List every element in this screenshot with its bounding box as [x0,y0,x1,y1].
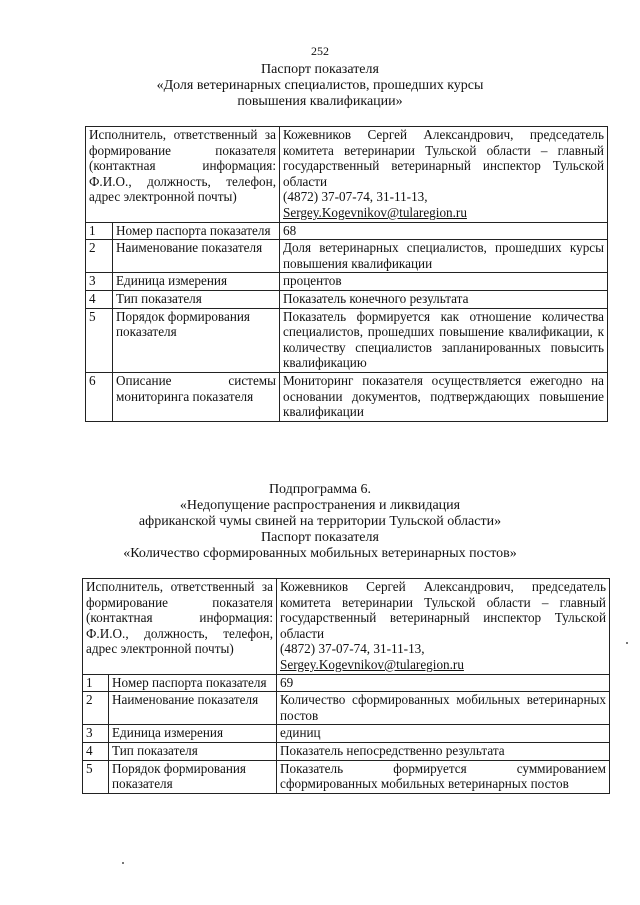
row-value: Показатель непосредственно результата [277,742,610,760]
row-number: 1 [83,674,109,692]
subprogram-line: «Количество сформированных мобильных ветеринарных постов» [123,546,517,561]
subprogram-line: Паспорт показателя [261,530,379,545]
row-number: 5 [83,760,109,793]
subprogram-line: Подпрограмма 6. [268,482,372,497]
executor-label: Исполнитель, ответственный за формирование показателя (контактная информация: Ф.И.О., должность, телефон, адрес электронной почты) [86,127,280,223]
row-value: Показатель формируется суммированием сформированных мобильных ветеринарных постов [277,760,610,793]
table-row [86,273,608,291]
row-label: Наименование показателя [109,692,277,725]
table-row [86,290,608,308]
row-value: 68 [280,222,608,240]
page-number: 252 [311,44,329,58]
row-number: 4 [83,742,109,760]
row-value: Доля ветеринарных специалистов, прошедших курсы повышения квалификации [280,240,608,273]
subprogram-line: «Недопущение распространения и ликвидация [179,498,461,513]
executor-email-link[interactable]: Sergey.Kogevnikov@tularegion.ru [280,656,464,672]
row-label: Единица измерения [109,725,277,743]
passport2-table [82,578,610,794]
row-number: 6 [86,372,113,421]
table-row [83,725,610,743]
row-value: 69 [277,674,610,692]
row-label: Тип показателя [113,290,280,308]
row-label: Номер паспорта показателя [109,674,277,692]
row-number: 1 [86,222,113,240]
row-value: Мониторинг показателя осуществляется ежегодно на основании документов, подтверждающих повышение квалификации [280,372,608,421]
subprogram-heading [0,482,640,562]
executor-label: Исполнитель, ответственный за формирование показателя (контактная информация: Ф.И.О., должность, телефон, адрес электронной почты) [83,579,277,675]
table-row [86,240,608,273]
row-value: Количество сформированных мобильных ветеринарных постов [277,692,610,725]
executor-value [277,579,610,675]
table-row [86,222,608,240]
row-number: 4 [86,290,113,308]
executor-value [280,127,608,223]
passport1-title-line: повышения квалификации» [237,94,403,109]
row-label: Номер паспорта показателя [113,222,280,240]
row-number: 2 [86,240,113,273]
row-number: 2 [83,692,109,725]
row-label: Тип показателя [109,742,277,760]
executor-name: Кожевников Сергей Александрович, председатель комитета ветеринарии Тульской области – главный государственный ветеринарный инспектор Тульской области [280,579,606,641]
subprogram-line: африканской чумы свиней на территории Тульской области» [138,514,502,529]
row-label: Порядок формирования показателя [109,760,277,793]
row-value: единиц [277,725,610,743]
row-value: Показатель формируется как отношение количества специалистов, прошедших повышение квалификации, к количеству специалистов запланированных повысить квалификацию [280,308,608,372]
row-number: 3 [86,273,113,291]
table-row [86,372,608,421]
passport1-table [85,126,608,422]
table-row [86,308,608,372]
row-value: процентов [280,273,608,291]
scan-speck [626,642,628,644]
table-row [86,127,608,223]
passport1-heading [0,62,640,110]
row-number: 5 [86,308,113,372]
passport1-title-line: Паспорт показателя [261,62,379,77]
scan-speck [122,862,124,864]
passport1-title-line: «Доля ветеринарных специалистов, прошедших курсы [156,78,484,93]
row-number: 3 [83,725,109,743]
row-label: Наименование показателя [113,240,280,273]
row-label: Единица измерения [113,273,280,291]
executor-phone: (4872) 37-07-74, 31-11-13, [280,641,425,657]
executor-name: Кожевников Сергей Александрович, председатель комитета ветеринарии Тульской области – главный государственный ветеринарный инспектор Тульской области [283,127,604,189]
table-row [83,760,610,793]
table-row [83,674,610,692]
table-row [83,742,610,760]
table-row [83,692,610,725]
row-label: Описание системы мониторинга показателя [113,372,280,421]
executor-phone: (4872) 37-07-74, 31-11-13, [283,189,428,205]
row-value: Показатель конечного результата [280,290,608,308]
table-row [83,579,610,675]
executor-email-link[interactable]: Sergey.Kogevnikov@tularegion.ru [283,204,467,220]
row-label: Порядок формирования показателя [113,308,280,372]
